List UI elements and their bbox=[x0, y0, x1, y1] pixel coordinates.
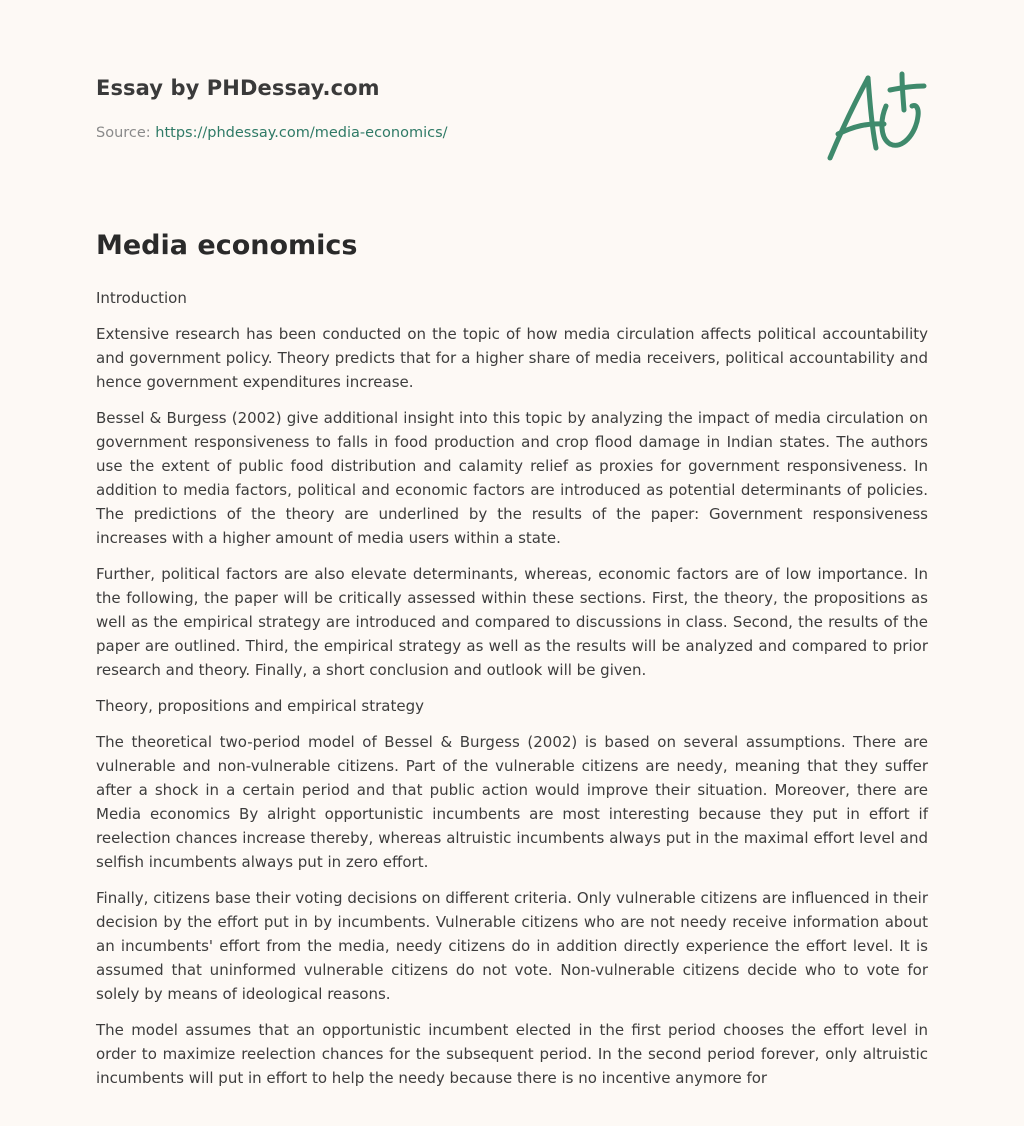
paragraph: Bessel & Burgess (2002) give additional insight into this topic by analyzing the impact of media circulation on government responsiveness to falls in food production and crop flood damage in Indian states. The authors use the extent of public food distribution and calamity relief as proxies for government responsiveness. In addition to media factors, political and economic factors are introduced as potential determinants of policies. The predictions of the theory are underlined by the results of the paper: Government responsiveness increases with a higher amount of media users within a state. bbox=[96, 409, 928, 547]
source-link[interactable]: https://phdessay.com/media-economics/ bbox=[155, 125, 448, 141]
paragraph: Finally, citizens base their voting decisions on different criteria. Only vulnerable citizens are influenced in their decision by the effort put in by incumbents. Vulnerable citizens who are not needy receive information about an incumbents' effort from the media, needy citizens do in addition directly experience the effort level. It is assumed that uninformed vulnerable citizens do not vote. Non-vulnerable citizens decide who to vote for solely by means of ideological reasons. bbox=[96, 889, 928, 1003]
section-heading: Introduction bbox=[96, 289, 187, 307]
paragraph: Extensive research has been conducted on the topic of how media circulation affects political accountability and government policy. Theory predicts that for a higher share of media receivers, political accountability and hence government expenditures increase. bbox=[96, 325, 928, 391]
paragraph: The theoretical two-period model of Bessel & Burgess (2002) is based on several assumptions. There are vulnerable and non-vulnerable citizens. Part of the vulnerable citizens are needy, meaning that they suffer after a shock in a certain period and that public action would improve their situation. Moreover, there are Media economics By alright opportunistic incumbents are most interesting because they put in effort if reelection chances increase thereby, whereas altruistic incumbents always put in the maximal effort level and selfish incumbents always put in zero effort. bbox=[96, 733, 928, 871]
paragraph: Further, political factors are also elevate determinants, whereas, economic factors are of low importance. In the following, the paper will be critically assessed within these sections. First, the theory, the propositions as well as the empirical strategy are introduced and compared to discussions in class. Second, the results of the paper are outlined. Third, the empirical strategy as well as the results will be analyzed and compared to prior research and theory. Finally, a short conclusion and outlook will be given. bbox=[96, 565, 928, 679]
a-plus-logo-icon bbox=[824, 68, 928, 164]
essay-content bbox=[96, 286, 928, 1090]
section-heading: Theory, propositions and empirical strategy bbox=[96, 697, 424, 715]
document-title: Media economics bbox=[96, 230, 358, 261]
header bbox=[96, 0, 928, 190]
source-line bbox=[96, 125, 448, 141]
site-title: Essay by PHDessay.com bbox=[96, 76, 380, 100]
paragraph: The model assumes that an opportunistic incumbent elected in the first period chooses the effort level in order to maximize reelection chances for the subsequent period. In the second period forever, only altruistic incumbents will put in effort to help the needy because there is no incentive anymore for bbox=[96, 1021, 928, 1087]
source-label: Source: bbox=[96, 125, 151, 141]
